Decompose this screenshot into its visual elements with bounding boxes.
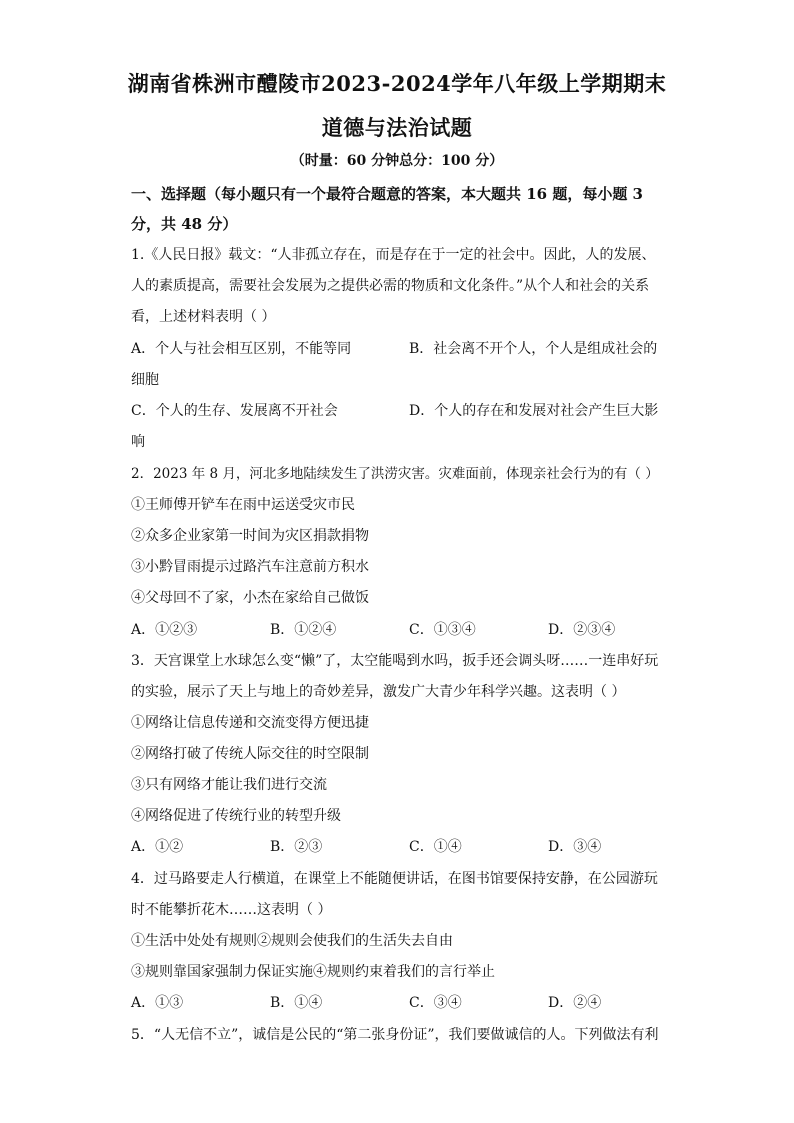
q2-item-2: ②众多企业家第一时间为灾区捐款捐物: [131, 528, 369, 544]
q1-stem-line3: 看，上述材料表明（ ）: [131, 309, 276, 325]
q1-stem-line1: 1.《人民日报》载文：“人非孤立存在，而是存在于一定的社会中。因此，人的发展、: [131, 247, 656, 263]
q3-option-d: D．③④: [548, 839, 602, 855]
q2-stem: 2．2023 年 8 月，河北多地陆续发生了洪涝灾害。灾难面前，体现亲社会行为的有（ ）: [131, 466, 659, 482]
q4-stem-line1: 4．过马路要走人行横道，在课堂上不能随便讲话，在图书馆要保持安静，在公园游玩: [131, 871, 658, 887]
q4-options: [131, 992, 663, 1014]
exam-title-line2: 道德与法治试题: [321, 115, 473, 140]
q3-option-b: B．②③: [270, 839, 323, 855]
q2-options: [131, 619, 663, 641]
q1-option-d: D．个人的存在和发展对社会产生巨大影: [409, 403, 659, 419]
q2-item-1: ①王师傅开铲车在雨中运送受灾市民: [131, 497, 355, 513]
q2-option-a: A．①②③: [131, 622, 198, 638]
q3-option-a: A．①②: [131, 839, 184, 855]
q3-option-c: C．①④: [409, 839, 462, 855]
exam-time-score: （时量：60 分钟总分：100 分）: [290, 153, 504, 169]
q2-option-d: D．②③④: [548, 622, 616, 638]
q1-options-row2: [131, 400, 663, 422]
q5-stem-line1: 5．“人无信不立”，诚信是公民的“第二张身份证”，我们要做诚信的人。下列做法有利: [131, 1027, 659, 1043]
q2-option-c: C．①③④: [409, 622, 476, 638]
q1-option-b: B．社会离不开个人，个人是组成社会的: [409, 341, 658, 357]
q4-option-d: D．②④: [548, 995, 602, 1011]
q1-stem-line2: 人的素质提高，需要社会发展为之提供必需的物质和文化条件。”从个人和社会的关系: [131, 278, 650, 294]
q3-stem-line1: 3．天宫课堂上水球怎么变“懒”了，太空能喝到水吗，扳手还会调头呀……一连串好玩: [131, 653, 659, 669]
q2-item-3: ③小黔冒雨提示过路汽车注意前方积水: [131, 559, 369, 575]
q3-item-3: ③只有网络才能让我们进行交流: [131, 777, 327, 793]
section-heading-line2: 分，共 48 分）: [131, 215, 238, 233]
section-heading-line1: 一、选择题（每小题只有一个最符合题意的答案，本大题共 16 题，每小题 3: [131, 185, 643, 203]
q1-option-a: A．个人与社会相互区别，不能等同: [131, 341, 352, 357]
q4-option-a: A．①③: [131, 995, 184, 1011]
q4-option-c: C．③④: [409, 995, 462, 1011]
q1-option-d-cont: 响: [131, 434, 145, 450]
q3-options: [131, 836, 663, 858]
q2-item-4: ④父母回不了家，小杰在家给自己做饭: [131, 590, 369, 606]
q3-item-4: ④网络促进了传统行业的转型升级: [131, 808, 341, 824]
q1-options-row1: [131, 338, 663, 360]
q4-stem-line2: 时不能攀折花木……这表明（ ）: [131, 902, 332, 918]
q4-items-line2: ③规则靠国家强制力保证实施④规则约束着我们的言行举止: [131, 964, 495, 980]
exam-title-line1: 湖南省株洲市醴陵市2023-2024学年八年级上学期期末: [127, 71, 667, 96]
q1-option-c: C．个人的生存、发展离不开社会: [131, 403, 338, 419]
q3-stem-line2: 的实验，展示了天上与地上的奇妙差异，激发广大青少年科学兴趣。这表明（ ）: [131, 684, 626, 700]
q2-option-b: B．①②④: [270, 622, 337, 638]
q1-option-b-cont: 细胞: [131, 372, 159, 388]
q3-item-1: ①网络让信息传递和交流变得方便迅捷: [131, 715, 369, 731]
q4-option-b: B．①④: [270, 995, 323, 1011]
q3-item-2: ②网络打破了传统人际交往的时空限制: [131, 746, 369, 762]
q4-items-line1: ①生活中处处有规则②规则会使我们的生活失去自由: [131, 933, 453, 949]
